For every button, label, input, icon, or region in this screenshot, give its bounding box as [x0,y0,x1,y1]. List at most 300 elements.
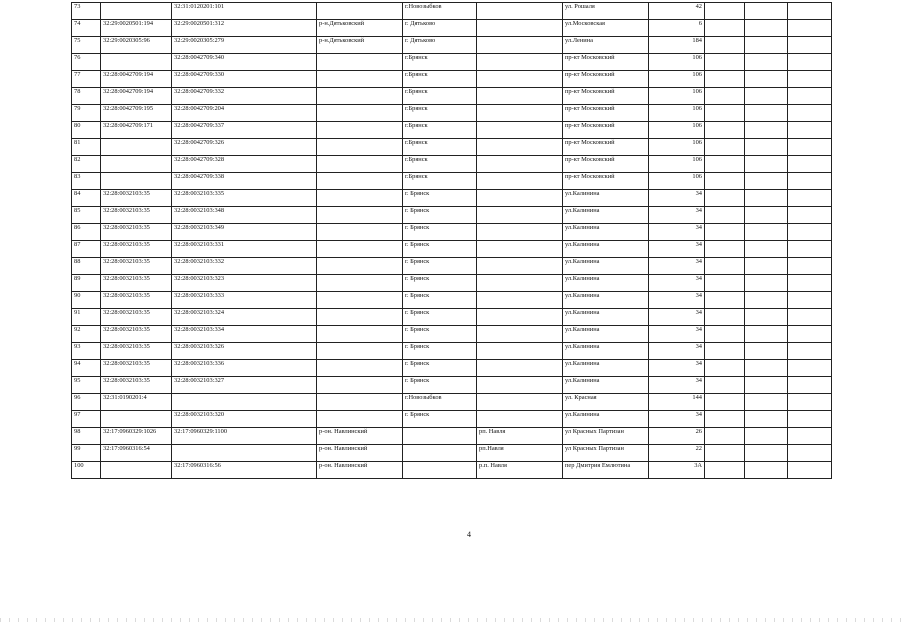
cell-house-number: 34 [649,292,705,309]
cell-street: пр-кт Московский [563,88,649,105]
table-row [72,156,832,173]
cell-empty [745,207,788,224]
cell-city: г. Брянск [403,326,477,343]
cell-empty [705,207,745,224]
cell-row-number: 91 [72,309,101,326]
cell-object-number: 32:28:0032103:331 [172,241,317,258]
cell-empty [705,54,745,71]
cell-empty [788,37,832,54]
cell-empty [788,190,832,207]
cell-house-number: 34 [649,411,705,428]
cell-object-number: 32:28:0032103:324 [172,309,317,326]
cell-row-number: 97 [72,411,101,428]
cell-row-number: 82 [72,156,101,173]
cell-parcel-number: 32:17:0960316:54 [101,445,172,462]
cell-object-number: 32:28:0032103:323 [172,275,317,292]
cell-street: пр-кт Московский [563,71,649,88]
table-row [72,37,832,54]
cell-row-number: 86 [72,224,101,241]
cell-house-number: 144 [649,394,705,411]
cell-empty [745,275,788,292]
cell-settlement [477,394,563,411]
cell-empty [705,105,745,122]
cell-empty [788,173,832,190]
cell-empty [745,377,788,394]
cell-street: ул.Калинина [563,326,649,343]
cell-object-number: 32:28:0032103:335 [172,190,317,207]
cell-house-number: 6 [649,20,705,37]
cell-empty [745,445,788,462]
cell-parcel-number [101,54,172,71]
cell-parcel-number: 32:28:0042709:194 [101,71,172,88]
cell-district [317,173,403,190]
cell-empty [705,428,745,445]
table-row [72,428,832,445]
cell-street: ул.Калинина [563,190,649,207]
cell-settlement [477,190,563,207]
cell-city: г.Новозыбков [403,3,477,20]
cell-empty [705,343,745,360]
cell-empty [745,394,788,411]
cell-city [403,428,477,445]
cell-empty [788,88,832,105]
cell-district [317,88,403,105]
cell-settlement [477,377,563,394]
cell-street: пр-кт Московский [563,122,649,139]
cell-settlement [477,207,563,224]
table-row [72,462,832,479]
cell-city: г.Брянск [403,139,477,156]
cell-empty [788,207,832,224]
cell-empty [745,88,788,105]
cell-house-number: 34 [649,326,705,343]
cell-parcel-number [101,411,172,428]
cell-city: г.Брянск [403,122,477,139]
table-row [72,207,832,224]
cell-house-number: 106 [649,71,705,88]
cell-street: ул.Калинина [563,275,649,292]
table-row [72,105,832,122]
cell-district [317,3,403,20]
cell-empty [788,428,832,445]
cell-empty [788,54,832,71]
cell-empty [745,54,788,71]
cell-empty [745,37,788,54]
cell-empty [745,71,788,88]
cell-row-number: 84 [72,190,101,207]
cell-row-number: 93 [72,343,101,360]
cell-settlement [477,105,563,122]
cell-street: пр-кт Московский [563,105,649,122]
cell-street: пер Дмитрия Емлютина [563,462,649,479]
cell-empty [745,173,788,190]
cell-house-number: 34 [649,258,705,275]
cell-empty [788,275,832,292]
cell-district [317,258,403,275]
cell-empty [745,360,788,377]
cell-empty [788,377,832,394]
cell-empty [788,326,832,343]
cell-empty [705,173,745,190]
table-row [72,258,832,275]
cell-row-number: 76 [72,54,101,71]
cell-row-number: 81 [72,139,101,156]
cell-city: г. Брянск [403,377,477,394]
table-row [72,54,832,71]
cell-district [317,377,403,394]
cell-house-number: 26 [649,428,705,445]
cell-empty [788,411,832,428]
cell-empty [788,394,832,411]
cell-row-number: 100 [72,462,101,479]
cell-house-number: 34 [649,241,705,258]
cell-empty [745,105,788,122]
cell-row-number: 88 [72,258,101,275]
cell-row-number: 96 [72,394,101,411]
cell-street: ул.Калинина [563,377,649,394]
table-row [72,190,832,207]
cell-empty [705,37,745,54]
cell-row-number: 89 [72,275,101,292]
cell-parcel-number: 32:29:0020501:194 [101,20,172,37]
cell-object-number: 32:28:0032103:334 [172,326,317,343]
cell-street: ул.Калинина [563,343,649,360]
cell-district: р-н.Дятьковский [317,37,403,54]
cell-city: г. Брянск [403,190,477,207]
cell-row-number: 92 [72,326,101,343]
cell-row-number: 73 [72,3,101,20]
table-row [72,139,832,156]
cell-house-number: 34 [649,360,705,377]
cell-district [317,394,403,411]
cell-settlement [477,275,563,292]
cell-street: ул.Калинина [563,258,649,275]
cell-parcel-number: 32:17:0960329:1026 [101,428,172,445]
table-row [72,20,832,37]
cell-object-number: 32:28:0032103:333 [172,292,317,309]
cell-district [317,411,403,428]
cell-object-number: 32:28:0042709:330 [172,71,317,88]
cell-city: г. Брянск [403,360,477,377]
table-row [72,241,832,258]
cell-object-number: 32:28:0042709:326 [172,139,317,156]
cell-empty [745,122,788,139]
table-row [72,88,832,105]
cell-empty [705,309,745,326]
register-table [71,2,832,479]
cell-house-number: 106 [649,105,705,122]
cell-district [317,207,403,224]
cell-object-number: 32:28:0042709:204 [172,105,317,122]
cell-street: ул.Калинина [563,309,649,326]
cell-street: ул Красных Партизан [563,445,649,462]
cell-empty [705,88,745,105]
cell-object-number [172,445,317,462]
cell-row-number: 98 [72,428,101,445]
cell-empty [745,190,788,207]
cell-object-number: 32:17:0960329:1100 [172,428,317,445]
cell-district [317,343,403,360]
cell-empty [705,139,745,156]
cell-district: р-он. Навлинский [317,445,403,462]
cell-settlement [477,326,563,343]
cell-district [317,156,403,173]
cell-settlement [477,411,563,428]
cell-empty [788,292,832,309]
cell-house-number: 3А [649,462,705,479]
cell-empty [745,20,788,37]
cell-settlement [477,343,563,360]
cell-object-number: 32:31:0120201:101 [172,3,317,20]
cell-district [317,224,403,241]
register-table-body [72,3,832,479]
cell-settlement [477,258,563,275]
cell-district [317,309,403,326]
cell-empty [745,309,788,326]
cell-object-number: 32:28:0032103:336 [172,360,317,377]
cell-parcel-number: 32:28:0032103:35 [101,207,172,224]
cell-empty [705,258,745,275]
cell-empty [745,241,788,258]
cell-empty [745,139,788,156]
cell-object-number: 32:29:0020501:312 [172,20,317,37]
cell-row-number: 95 [72,377,101,394]
cell-empty [705,394,745,411]
cell-street: ул Красных Партизан [563,428,649,445]
cell-object-number: 32:28:0032103:326 [172,343,317,360]
cell-settlement: рп.Навля [477,445,563,462]
cell-parcel-number [101,156,172,173]
cell-settlement [477,156,563,173]
cell-settlement [477,292,563,309]
cell-row-number: 83 [72,173,101,190]
cell-parcel-number: 32:28:0032103:35 [101,224,172,241]
cell-parcel-number: 32:29:0020305:96 [101,37,172,54]
cell-empty [788,105,832,122]
cell-row-number: 85 [72,207,101,224]
cell-empty [788,122,832,139]
table-row [72,411,832,428]
cell-empty [788,241,832,258]
cell-empty [705,20,745,37]
cell-street: ул.Калинина [563,360,649,377]
cell-empty [705,377,745,394]
cell-settlement [477,241,563,258]
cell-district [317,241,403,258]
cell-district [317,105,403,122]
cell-row-number: 78 [72,88,101,105]
cell-city: г. Дятьково [403,20,477,37]
cell-row-number: 90 [72,292,101,309]
cell-street: ул.Калинина [563,241,649,258]
cell-street: ул.Московская [563,20,649,37]
cell-street: пр-кт Московский [563,156,649,173]
cell-row-number: 94 [72,360,101,377]
cell-street: ул.Калинина [563,411,649,428]
table-row [72,326,832,343]
cell-city: г. Брянск [403,309,477,326]
cell-empty [745,156,788,173]
cell-row-number: 74 [72,20,101,37]
cell-settlement [477,3,563,20]
scan-noise [0,618,905,622]
cell-settlement [477,139,563,156]
cell-empty [745,292,788,309]
cell-parcel-number [101,462,172,479]
cell-street: ул.Калинина [563,224,649,241]
cell-parcel-number: 32:28:0032103:35 [101,326,172,343]
table-row [72,309,832,326]
cell-empty [788,71,832,88]
cell-row-number: 87 [72,241,101,258]
cell-district [317,292,403,309]
cell-parcel-number: 32:28:0032103:35 [101,275,172,292]
cell-empty [705,445,745,462]
cell-city: г.Брянск [403,105,477,122]
cell-settlement [477,173,563,190]
cell-object-number: 32:17:0960316:56 [172,462,317,479]
cell-empty [788,309,832,326]
cell-house-number: 34 [649,343,705,360]
cell-street: ул.Калинина [563,207,649,224]
cell-empty [705,326,745,343]
cell-house-number: 34 [649,224,705,241]
cell-settlement [477,20,563,37]
cell-house-number: 106 [649,173,705,190]
cell-street: пр-кт Московский [563,54,649,71]
cell-city: г.Новозыбков [403,394,477,411]
cell-city: г. Брянск [403,207,477,224]
cell-house-number: 34 [649,309,705,326]
cell-city: г.Брянск [403,54,477,71]
cell-settlement: рп. Навля [477,428,563,445]
cell-parcel-number: 32:28:0032103:35 [101,377,172,394]
cell-row-number: 77 [72,71,101,88]
cell-house-number: 106 [649,156,705,173]
cell-street: пр-кт Московский [563,139,649,156]
cell-empty [788,445,832,462]
cell-parcel-number: 32:28:0042709:171 [101,122,172,139]
cell-settlement [477,224,563,241]
cell-empty [788,462,832,479]
table-row [72,360,832,377]
cell-street: ул. Красная [563,394,649,411]
cell-parcel-number: 32:28:0032103:35 [101,343,172,360]
cell-district: р-н.Дятьковский [317,20,403,37]
cell-object-number: 32:28:0042709:337 [172,122,317,139]
cell-district: р-он. Навлинский [317,462,403,479]
cell-object-number: 32:28:0032103:332 [172,258,317,275]
cell-house-number: 106 [649,122,705,139]
cell-empty [705,71,745,88]
cell-house-number: 34 [649,207,705,224]
cell-parcel-number [101,3,172,20]
cell-empty [788,343,832,360]
cell-empty [788,224,832,241]
cell-parcel-number [101,173,172,190]
table-row [72,275,832,292]
table-row [72,122,832,139]
cell-house-number: 184 [649,37,705,54]
cell-city: г. Дятьково [403,37,477,54]
cell-empty [745,343,788,360]
table-row [72,292,832,309]
cell-empty [705,3,745,20]
cell-parcel-number: 32:28:0032103:35 [101,309,172,326]
cell-city: г. Брянск [403,224,477,241]
cell-object-number: 32:29:0020305:279 [172,37,317,54]
cell-parcel-number: 32:28:0042709:194 [101,88,172,105]
cell-city: г.Брянск [403,173,477,190]
cell-empty [745,3,788,20]
cell-district [317,54,403,71]
cell-row-number: 99 [72,445,101,462]
cell-city: г.Брянск [403,71,477,88]
cell-empty [705,190,745,207]
cell-empty [705,275,745,292]
cell-district [317,326,403,343]
cell-object-number: 32:28:0032103:348 [172,207,317,224]
cell-district [317,122,403,139]
cell-settlement [477,309,563,326]
cell-city: г. Брянск [403,411,477,428]
cell-parcel-number: 32:28:0032103:35 [101,190,172,207]
cell-row-number: 75 [72,37,101,54]
cell-street: ул.Калинина [563,292,649,309]
cell-empty [745,428,788,445]
cell-city: г. Брянск [403,275,477,292]
cell-settlement [477,122,563,139]
cell-object-number: 32:28:0042709:340 [172,54,317,71]
cell-empty [788,360,832,377]
cell-row-number: 79 [72,105,101,122]
cell-city: г. Брянск [403,343,477,360]
cell-row-number: 80 [72,122,101,139]
cell-city: г. Брянск [403,241,477,258]
cell-object-number: 32:28:0042709:338 [172,173,317,190]
cell-district [317,71,403,88]
cell-empty [788,3,832,20]
cell-settlement: р.п. Навля [477,462,563,479]
cell-house-number: 42 [649,3,705,20]
cell-parcel-number: 32:28:0032103:35 [101,360,172,377]
cell-empty [705,241,745,258]
cell-city: г. Брянск [403,292,477,309]
cell-object-number: 32:28:0032103:327 [172,377,317,394]
cell-empty [705,292,745,309]
cell-parcel-number: 32:28:0032103:35 [101,292,172,309]
cell-city [403,462,477,479]
cell-object-number: 32:28:0032103:320 [172,411,317,428]
cell-settlement [477,37,563,54]
cell-empty [705,462,745,479]
cell-city: г. Брянск [403,258,477,275]
cell-street: ул.Ленина [563,37,649,54]
cell-empty [705,360,745,377]
cell-object-number: 32:28:0042709:332 [172,88,317,105]
cell-house-number: 106 [649,54,705,71]
cell-district [317,190,403,207]
cell-settlement [477,88,563,105]
table-row [72,394,832,411]
cell-parcel-number: 32:28:0032103:35 [101,258,172,275]
cell-district [317,139,403,156]
cell-house-number: 34 [649,377,705,394]
cell-parcel-number [101,139,172,156]
cell-parcel-number: 32:28:0032103:35 [101,241,172,258]
cell-empty [745,258,788,275]
cell-house-number: 34 [649,275,705,292]
